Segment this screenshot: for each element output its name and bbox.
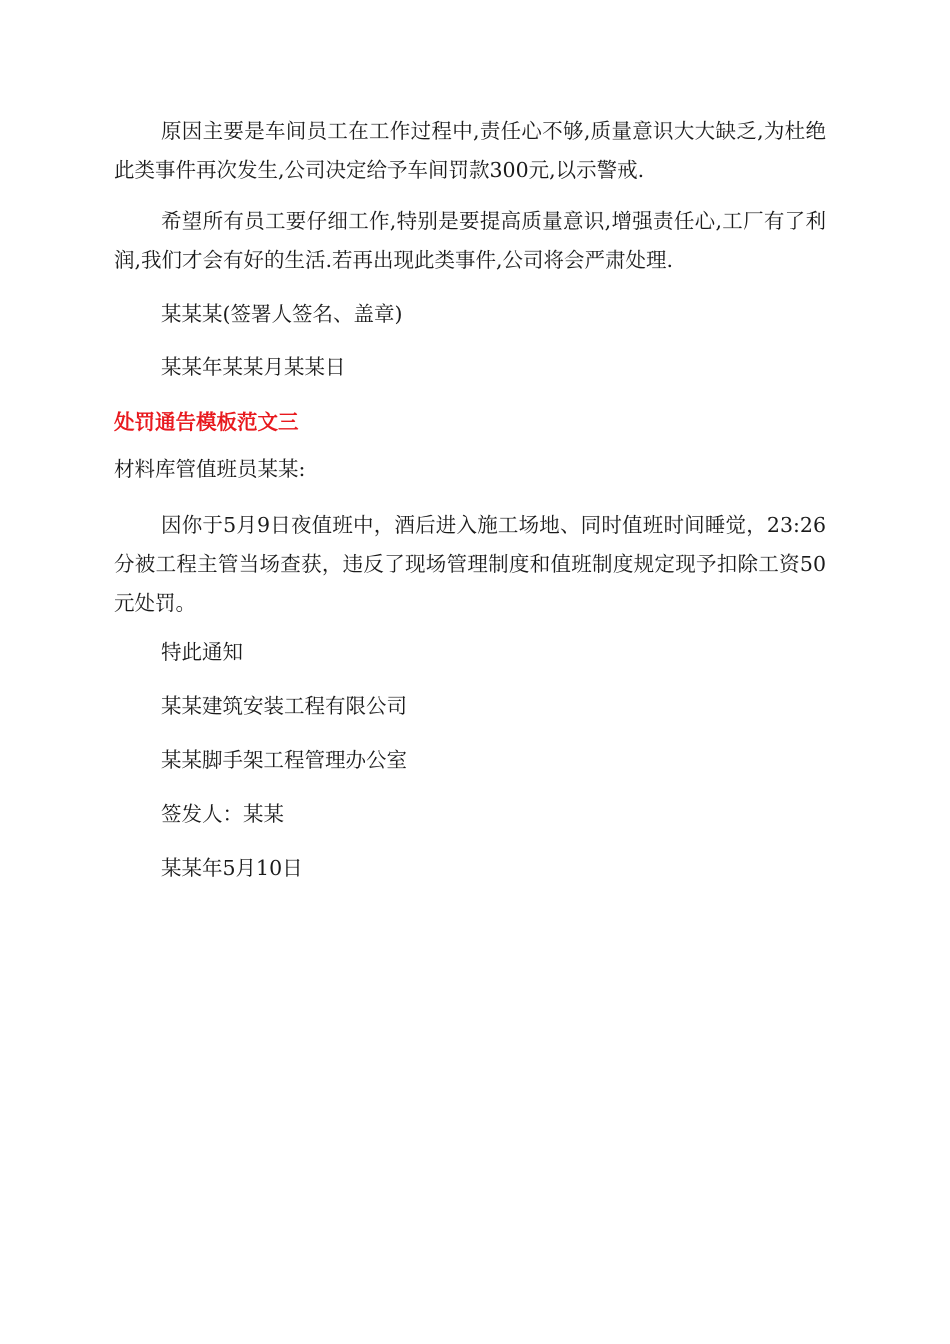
date-line: 某某年某某月某某日 [161,355,346,379]
signature-line: 某某某(签署人签名、盖章) [161,302,403,326]
closing-notice: 特此通知 [161,640,243,664]
body-paragraph: 因你于5月9日夜值班中，酒后进入施工场地、同时值班时间睡觉，23:26分被工程主管当场查获，违反了现场管理制度和值班制度规定现予扣除工资50元处罚。 [114,513,826,615]
office-name: 某某脚手架工程管理办公室 [161,748,407,772]
issuer-line: 签发人：某某 [161,802,284,826]
paragraph-hope: 希望所有员工要仔细工作,特别是要提高质量意识,增强责任心,工厂有了利润,我们才会有好的生活.若再出现此类事件,公司将会严肃处理. [114,209,826,272]
paragraph-reason: 原因主要是车间员工在工作过程中,责任心不够,质量意识大大缺乏,为杜绝此类事件再次发生,公司决定给予车间罚款300元,以示警戒. [114,119,826,182]
addressee: 材料库管值班员某某: [114,457,306,481]
company-name: 某某建筑安装工程有限公司 [161,694,407,718]
section-heading: 处罚通告模板范文三 [114,410,299,434]
issue-date: 某某年5月10日 [161,856,303,880]
